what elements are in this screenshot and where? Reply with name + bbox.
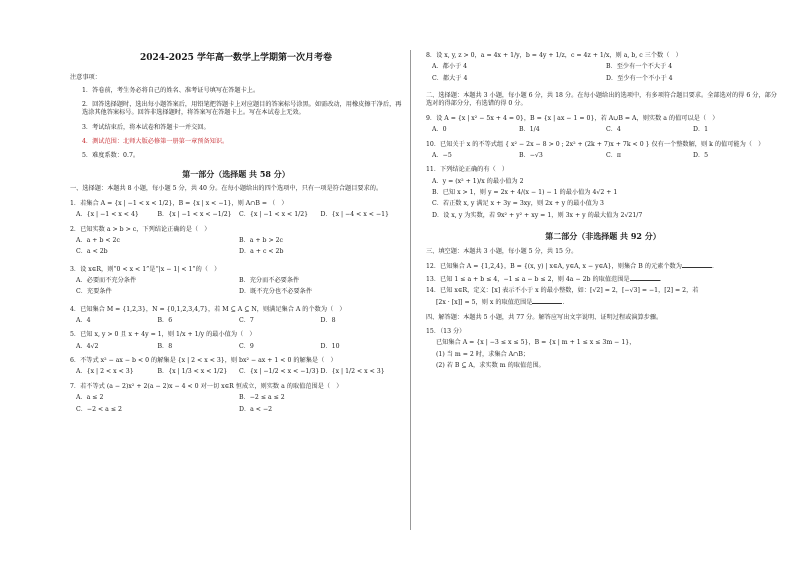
- section2-instructions: 二、选择题：本题共 3 小题，每小题 6 分，共 18 分。在每小题给出的选项中，有多项符合题目要求。全部选对的得 6 分，部分选对的得部分分，有选错的得 0 分。: [426, 92, 777, 108]
- option-a: A．4: [76, 317, 91, 325]
- right-question-list: [426, 52, 780, 86]
- fill-question: 13．已知 1 ≤ a + b ≤ 4，−1 ≤ a − b ≤ 2，则 4a − 2b 的取值范围是 ．: [426, 275, 666, 283]
- question-stem: 3．设 x∈R，则“0 < x < 1”是“|x − 1| < 1”的（ ）: [70, 265, 221, 273]
- fill-question-text: 12．已知集合 A = {1,2,4}，B = {(x, y) | x∈A, y∈A, x − y∈A}，则集合 B 的元素个数为: [426, 263, 682, 271]
- exam-title: 2024-2025 学年高一数学上学期第一次月考卷: [140, 53, 332, 63]
- option-d: D．8: [320, 317, 336, 325]
- question-options: [76, 211, 402, 219]
- column-divider: [410, 50, 411, 530]
- question-stem: 9．设 A = {x | x² − 5x + 4 = 0}，B = {x | ax − 1 = 0}，若 A∪B = A，则实数 a 的值可以是（ ）: [426, 114, 719, 122]
- option-d: D．5: [693, 151, 709, 159]
- option-a: A．0: [432, 126, 447, 134]
- option-a: A．y = (x² + 1)/x 的最小值为 2: [432, 177, 524, 185]
- question-stem: 2．已知实数 a > b > c，下列结论正确的是（ ）: [70, 225, 211, 233]
- answer-blank: [630, 275, 660, 281]
- option-d: D．设 x, y 为实数，若 9x² + y² + xy = 1，则 3x + y 的最大值为 2√21/7: [432, 211, 643, 219]
- option-a: A．{x | 2 < x < 3}: [76, 368, 134, 376]
- option-b: B．已知 x > 1，则 y = 2x + 4/(x − 1) − 1 的最小值为 4√2 + 1: [432, 188, 618, 196]
- option-c: C．7: [239, 317, 254, 325]
- option-c: C．π: [606, 151, 621, 159]
- option-b: B．充分而不必要条件: [239, 276, 300, 284]
- fill-question: 12．已知集合 A = {1,2,4}，B = {(x, y) | x∈A, y∈A, x − y∈A}，则集合 B 的元素个数为 ．: [426, 263, 719, 271]
- option-a: A．a + b < 2c: [76, 236, 120, 244]
- question-options: [76, 368, 402, 376]
- option-b: B．8: [157, 342, 173, 350]
- fill-question-text: 13．已知 1 ≤ a + b ≤ 4，−1 ≤ a − b ≤ 2，则 4a − 2b 的取值范围是: [426, 275, 630, 283]
- multi-question-list: [426, 115, 780, 223]
- section3-instructions: 三、填空题：本题共 3 小题，每小题 5 分，共 15 分。: [426, 247, 578, 255]
- question-stem: 7．若不等式 (a − 2)x² + 2(a − 2)x − 4 < 0 对一切 x∈R 恒成立，则实数 a 的取值范围是（ ）: [70, 382, 343, 390]
- option-c: C．a < 2b: [76, 248, 108, 256]
- question-stem: 4．已知集合 M = {1,2,3}，N = {0,1,2,3,4,7}，若 M ⊆ A ⊆ N，则满足集合 A 的个数为（ ）: [70, 305, 346, 313]
- question-options: [76, 394, 402, 417]
- question-stem: 6．不等式 x² − ax − b < 0 的解集是 {x | 2 < x < 3}，则 bx² − ax + 1 < 0 的解集是（ ）: [70, 357, 337, 365]
- option-d: D．{x | −4 < x < −1}: [320, 211, 389, 219]
- option-d: D．a + c < 2b: [239, 248, 284, 256]
- question-options: [76, 237, 402, 260]
- question-stem: 5．已知 x, y > 0 且 x + 4y = 1，则 1/x + 1/y 的最小值为（ ）: [70, 331, 256, 339]
- q15-number: 15．（13 分）: [426, 327, 466, 335]
- note-item-scope: 4．测试范围：北师大版必修第一册第一章预备知识。: [82, 137, 229, 145]
- option-b: B．−2 ≤ a ≤ 2: [239, 394, 285, 402]
- part2-heading: 第二部分（非选择题 共 92 分）: [545, 231, 661, 242]
- option-a: A．a ≤ 2: [76, 394, 104, 402]
- question-options: [432, 63, 780, 86]
- answer-blank: [532, 298, 562, 304]
- question-options: [432, 126, 780, 134]
- section4-instructions: 四、解答题：本题共 5 小题，共 77 分。解答应写出文字说明、证明过程或演算步骤。: [426, 313, 663, 321]
- option-d: D．10: [320, 342, 340, 350]
- option-c: C．4: [606, 126, 621, 134]
- option-d: D．{x | 1/2 < x < 3}: [320, 368, 385, 376]
- q15-sub-1: (1) 当 m = 2 时，求集合 A∩B；: [436, 350, 530, 358]
- option-b: B．6: [157, 317, 173, 325]
- option-b: B．至少有一个不大于 4: [606, 63, 673, 71]
- right-column: [412, 0, 794, 562]
- option-c: C．充要条件: [76, 288, 112, 296]
- question-options: [76, 277, 402, 300]
- option-c: C．都大于 4: [432, 74, 468, 82]
- note-item: 2．回答选择题时，选出每小题答案后，用铅笔把答题卡上对应题目的答案标号涂黑。如需改动，用橡皮擦干净后，再选涂其他答案标号。回答非选择题时，将答案写在答题卡上。写在本试卷上无效。: [82, 100, 402, 117]
- question-stem: 10．已知关于 x 的不等式组 { x² − 2x − 8 > 0 ; 2x² + (2k + 7)x + 7k < 0 } 仅有一个整数解，则 k 的值可能为（ ）: [426, 140, 765, 148]
- answer-blank: [682, 262, 712, 268]
- option-b: B．{x | 1/3 < x < 1/2}: [157, 368, 228, 376]
- option-b: B．−√3: [519, 151, 543, 159]
- option-c: C．若正数 x, y 满足 x + 3y = 3xy，则 2x + y 的最小值为 3: [432, 200, 604, 208]
- option-b: B．{x | −1 < x < −1/2}: [157, 211, 232, 219]
- option-d: D．1: [693, 126, 709, 134]
- note-item: 1．答卷前，考生务必将自己的姓名、准考证号填写在答题卡上。: [82, 86, 260, 94]
- option-d: D．既不充分也不必要条件: [239, 288, 313, 296]
- option-a: A．{x | −1 < x < 4}: [76, 211, 139, 219]
- question-stem: 11．下列结论正确的有（ ）: [426, 166, 509, 174]
- option-c: C．{x | −1/2 < x < −1/3}: [239, 368, 320, 376]
- fill-question-text: 14．已知 x∈R，定义：[x] 表示不小于 x 的最小整数，如：[√2] = 2，[−√3] = −1，[2] = 2，若: [426, 286, 699, 294]
- option-d: D．a < −2: [239, 405, 273, 413]
- part1-heading: 第一部分（选择题 共 58 分）: [182, 168, 290, 179]
- option-c: C．−2 < a ≤ 2: [76, 405, 122, 413]
- option-a: A．−5: [432, 151, 452, 159]
- question-options: [76, 343, 402, 351]
- question-options: [432, 152, 780, 160]
- note-item: 3．考试结束后，将本试卷和答题卡一并交回。: [82, 123, 210, 131]
- option-a: A．必要而不充分条件: [76, 276, 137, 284]
- note-item: 5．难度系数：0.7。: [82, 152, 140, 160]
- q15-sub-2: (2) 若 B ⊆ A，求实数 m 的取值范围。: [436, 362, 545, 370]
- q15-stem: 已知集合 A = {x | −3 ≤ x ≤ 5}，B = {x | m + 1 ≤ x ≤ 3m − 1}，: [436, 339, 636, 347]
- option-a: A．都小于 4: [432, 63, 468, 71]
- option-b: B．1/4: [519, 126, 540, 134]
- fill-question-text: [2x · [x]] = 5，则 x 的取值范围是: [436, 299, 533, 307]
- option-c: C．{x | −1 < x < 1/2}: [239, 211, 309, 219]
- fill-question: [426, 287, 780, 295]
- option-b: B．a + b > 2c: [239, 236, 284, 244]
- question-stem: 1．若集合 A = {x | −1 < x < 1/2}，B = {x | x < −1}，则 A∩B = （ ）: [70, 199, 288, 207]
- fill-question-continued: [2x · [x]] = 5，则 x 的取值范围是 ．: [436, 299, 569, 307]
- option-d: D．至少有一个不小于 4: [606, 74, 673, 82]
- option-a: A．4√2: [76, 342, 99, 350]
- question-options: [432, 178, 780, 223]
- option-c: C．9: [239, 342, 254, 350]
- notes-heading: 注意事项：: [70, 74, 101, 82]
- question-options: [76, 317, 402, 325]
- left-question-list: [70, 200, 402, 417]
- section1-instructions: 一、选择题：本题共 8 小题，每小题 5 分，共 40 分。在每小题给出的四个选项中，只有一项是符合题目要求的。: [70, 185, 383, 193]
- question-stem: 8．设 x, y, z > 0，a = 4x + 1/y，b = 4y + 1/z，c = 4z + 1/x，则 a, b, c 三个数（ ）: [426, 52, 682, 59]
